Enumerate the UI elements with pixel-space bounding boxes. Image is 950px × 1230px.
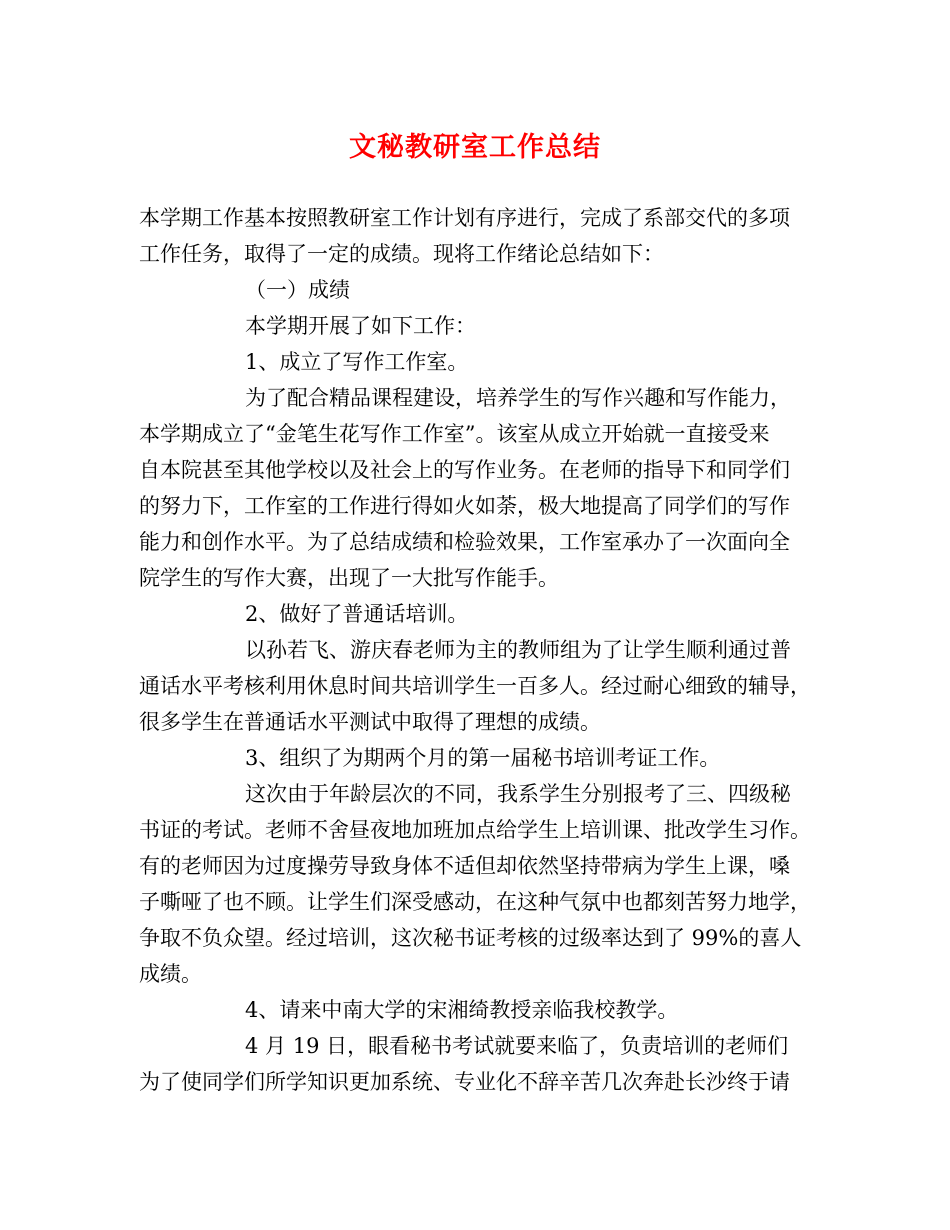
text-line: 4 月 19 日，眼看秘书考试就要来临了，负责培训的老师们 bbox=[245, 1034, 789, 1058]
text-line: 有的老师因为过度操劳导致身体不适但却依然坚持带病为学生上课，嗓 bbox=[139, 854, 790, 878]
text-line: 成绩。 bbox=[139, 962, 202, 986]
text-line: 2、做好了普通话培训。 bbox=[245, 602, 469, 626]
text-line: 4、请来中南大学的宋湘绮教授亲临我校教学。 bbox=[245, 998, 679, 1022]
text-line: 书证的考试。老师不舍昼夜地加班加点给学生上培训课、批改学生习作。 bbox=[139, 818, 811, 842]
text-line: 自本院甚至其他学校以及社会上的写作业务。在老师的指导下和同学们 bbox=[139, 458, 790, 482]
document-body bbox=[139, 200, 811, 1100]
text-line: 为了使同学们所学知识更加系统、专业化不辞辛苦几次奔赴长沙终于请 bbox=[139, 1070, 790, 1094]
text-line: 以孙若飞、游庆春老师为主的教师组为了让学生顺利通过普 bbox=[245, 638, 791, 662]
text-line: 能力和创作水平。为了总结成绩和检验效果，工作室承办了一次面向全 bbox=[139, 530, 790, 554]
text-line: 工作任务，取得了一定的成绩。现将工作绪论总结如下： bbox=[139, 242, 664, 266]
text-line: 本学期开展了如下工作： bbox=[245, 314, 476, 338]
text-line: 本学期成立了“金笔生花写作工作室”。该室从成立开始就一直接受来 bbox=[139, 422, 770, 446]
text-line: 本学期工作基本按照教研室工作计划有序进行，完成了系部交代的多项 bbox=[139, 206, 790, 230]
text-line: 争取不负众望。经过培训，这次秘书证考核的过级率达到了 99%的喜人 bbox=[139, 926, 802, 950]
text-line: 1、成立了写作工作室。 bbox=[245, 350, 469, 374]
text-line: 3、组织了为期两个月的第一届秘书培训考证工作。 bbox=[245, 746, 721, 770]
text-line: 子嘶哑了也不顾。让学生们深受感动，在这种气氛中也都刻苦努力地学， bbox=[139, 890, 811, 914]
text-line: 的努力下，工作室的工作进行得如火如荼，极大地提高了同学们的写作 bbox=[139, 494, 790, 518]
text-line: （一）成绩 bbox=[245, 278, 350, 302]
text-line: 通话水平考核利用休息时间共培训学生一百多人。经过耐心细致的辅导， bbox=[139, 674, 811, 698]
text-line: 为了配合精品课程建设，培养学生的写作兴趣和写作能力， bbox=[245, 386, 791, 410]
text-line: 很多学生在普通话水平测试中取得了理想的成绩。 bbox=[139, 710, 601, 734]
text-line: 这次由于年龄层次的不同，我系学生分别报考了三、四级秘 bbox=[245, 782, 791, 806]
text-line: 院学生的写作大赛，出现了一大批写作能手。 bbox=[139, 566, 559, 590]
document-title: 文秘教研室工作总结 bbox=[349, 132, 601, 163]
